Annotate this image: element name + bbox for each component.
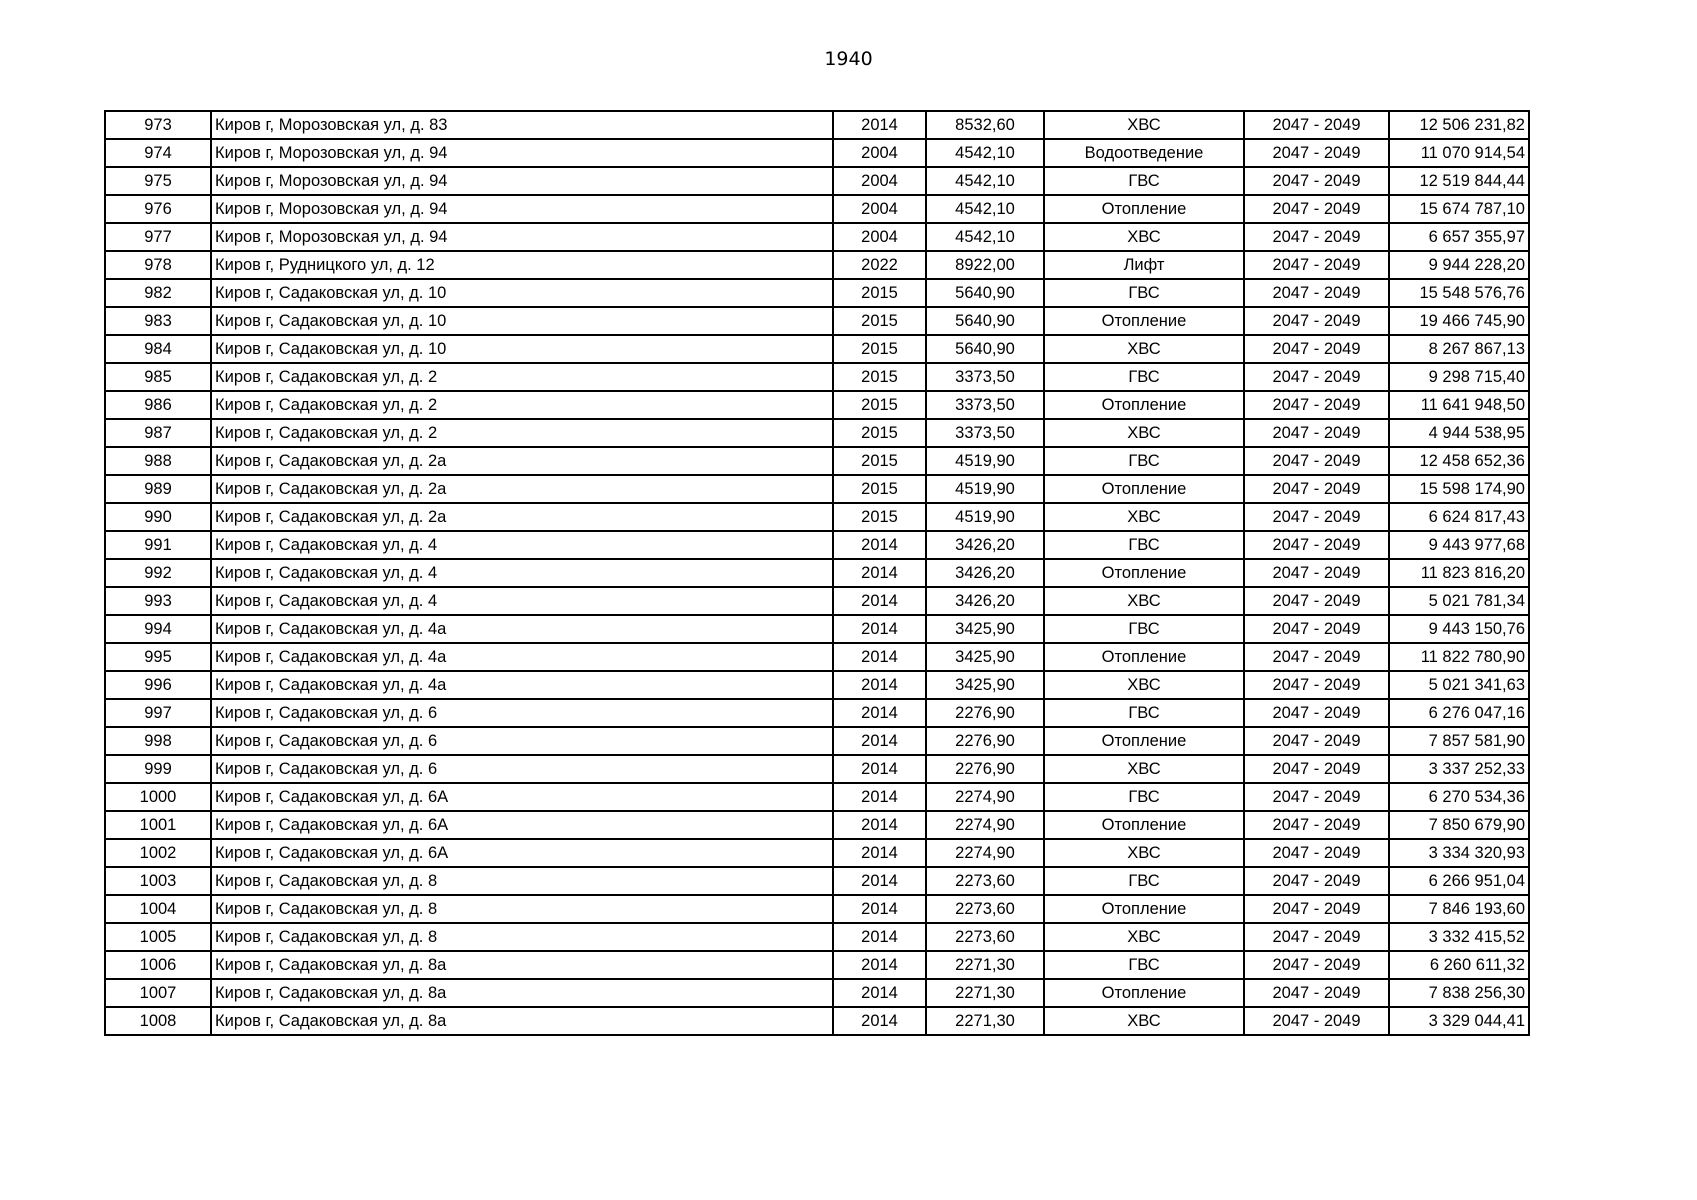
area-cell: 3426,20 [926,559,1044,587]
cost-cell: 15 674 787,10 [1389,195,1529,223]
work-type-cell: ХВС [1044,335,1244,363]
cost-cell: 9 443 150,76 [1389,615,1529,643]
area-cell: 4519,90 [926,447,1044,475]
year-cell: 2004 [833,167,926,195]
table-row [105,531,1529,559]
cost-cell: 5 021 781,34 [1389,587,1529,615]
work-type-cell: ХВС [1044,671,1244,699]
area-cell: 3426,20 [926,587,1044,615]
work-type-cell: ГВС [1044,867,1244,895]
area-cell: 2273,60 [926,923,1044,951]
cost-cell: 6 276 047,16 [1389,699,1529,727]
row-number-cell: 984 [105,335,211,363]
table-row [105,167,1529,195]
work-type-cell: ГВС [1044,167,1244,195]
period-cell: 2047 - 2049 [1244,587,1389,615]
table-row [105,1007,1529,1035]
row-number-cell: 1007 [105,979,211,1007]
cost-cell: 3 332 415,52 [1389,923,1529,951]
row-number-cell: 993 [105,587,211,615]
period-cell: 2047 - 2049 [1244,307,1389,335]
cost-cell: 11 823 816,20 [1389,559,1529,587]
table-row [105,979,1529,1007]
year-cell: 2014 [833,615,926,643]
area-cell: 3425,90 [926,643,1044,671]
row-number-cell: 988 [105,447,211,475]
table-row [105,195,1529,223]
year-cell: 2022 [833,251,926,279]
work-type-cell: Отопление [1044,643,1244,671]
cost-cell: 3 329 044,41 [1389,1007,1529,1035]
table-row [105,895,1529,923]
period-cell: 2047 - 2049 [1244,391,1389,419]
row-number-cell: 1001 [105,811,211,839]
area-cell: 2271,30 [926,979,1044,1007]
cost-cell: 12 458 652,36 [1389,447,1529,475]
table-row [105,335,1529,363]
address-cell: Киров г, Садаковская ул, д. 2а [211,475,833,503]
address-cell: Киров г, Садаковская ул, д. 4 [211,587,833,615]
row-number-cell: 998 [105,727,211,755]
address-cell: Киров г, Морозовская ул, д. 94 [211,223,833,251]
address-cell: Киров г, Садаковская ул, д. 6А [211,839,833,867]
area-cell: 8532,60 [926,111,1044,139]
area-cell: 2271,30 [926,1007,1044,1035]
year-cell: 2015 [833,363,926,391]
cost-cell: 19 466 745,90 [1389,307,1529,335]
work-type-cell: Отопление [1044,475,1244,503]
period-cell: 2047 - 2049 [1244,419,1389,447]
address-cell: Киров г, Садаковская ул, д. 8а [211,979,833,1007]
cost-cell: 5 021 341,63 [1389,671,1529,699]
work-type-cell: ГВС [1044,279,1244,307]
cost-cell: 7 838 256,30 [1389,979,1529,1007]
year-cell: 2014 [833,531,926,559]
work-type-cell: ХВС [1044,111,1244,139]
period-cell: 2047 - 2049 [1244,699,1389,727]
area-cell: 4542,10 [926,167,1044,195]
table-row [105,363,1529,391]
period-cell: 2047 - 2049 [1244,839,1389,867]
area-cell: 2276,90 [926,699,1044,727]
work-type-cell: Отопление [1044,895,1244,923]
year-cell: 2015 [833,335,926,363]
period-cell: 2047 - 2049 [1244,167,1389,195]
table-row [105,251,1529,279]
period-cell: 2047 - 2049 [1244,979,1389,1007]
table-row [105,811,1529,839]
period-cell: 2047 - 2049 [1244,335,1389,363]
year-cell: 2014 [833,811,926,839]
table-row [105,671,1529,699]
period-cell: 2047 - 2049 [1244,671,1389,699]
period-cell: 2047 - 2049 [1244,783,1389,811]
address-cell: Киров г, Рудницкого ул, д. 12 [211,251,833,279]
address-cell: Киров г, Садаковская ул, д. 6 [211,755,833,783]
work-type-cell: ХВС [1044,223,1244,251]
address-cell: Киров г, Садаковская ул, д. 10 [211,279,833,307]
area-cell: 4542,10 [926,223,1044,251]
row-number-cell: 996 [105,671,211,699]
table-row [105,587,1529,615]
period-cell: 2047 - 2049 [1244,727,1389,755]
row-number-cell: 992 [105,559,211,587]
address-cell: Киров г, Садаковская ул, д. 8 [211,923,833,951]
year-cell: 2014 [833,1007,926,1035]
period-cell: 2047 - 2049 [1244,755,1389,783]
period-cell: 2047 - 2049 [1244,223,1389,251]
cost-cell: 15 548 576,76 [1389,279,1529,307]
period-cell: 2047 - 2049 [1244,643,1389,671]
year-cell: 2015 [833,391,926,419]
row-number-cell: 990 [105,503,211,531]
work-type-cell: ГВС [1044,783,1244,811]
table-row [105,307,1529,335]
area-cell: 5640,90 [926,279,1044,307]
year-cell: 2014 [833,923,926,951]
work-type-cell: ГВС [1044,951,1244,979]
year-cell: 2015 [833,307,926,335]
cost-cell: 9 298 715,40 [1389,363,1529,391]
area-cell: 2274,90 [926,783,1044,811]
row-number-cell: 1002 [105,839,211,867]
area-cell: 2274,90 [926,811,1044,839]
period-cell: 2047 - 2049 [1244,923,1389,951]
period-cell: 2047 - 2049 [1244,615,1389,643]
table-row [105,951,1529,979]
year-cell: 2015 [833,447,926,475]
row-number-cell: 973 [105,111,211,139]
address-cell: Киров г, Садаковская ул, д. 4а [211,643,833,671]
address-cell: Киров г, Садаковская ул, д. 6А [211,811,833,839]
work-type-cell: ХВС [1044,923,1244,951]
year-cell: 2014 [833,979,926,1007]
row-number-cell: 989 [105,475,211,503]
cost-cell: 6 266 951,04 [1389,867,1529,895]
work-type-cell: Отопление [1044,811,1244,839]
table-row [105,783,1529,811]
area-cell: 4542,10 [926,139,1044,167]
table-row [105,391,1529,419]
year-cell: 2015 [833,279,926,307]
cost-cell: 9 944 228,20 [1389,251,1529,279]
table-row [105,419,1529,447]
area-cell: 4519,90 [926,475,1044,503]
address-cell: Киров г, Садаковская ул, д. 4 [211,559,833,587]
period-cell: 2047 - 2049 [1244,279,1389,307]
area-cell: 4519,90 [926,503,1044,531]
work-type-cell: Отопление [1044,195,1244,223]
cost-cell: 6 657 355,97 [1389,223,1529,251]
table-row [105,139,1529,167]
work-type-cell: ГВС [1044,363,1244,391]
area-cell: 3373,50 [926,363,1044,391]
year-cell: 2014 [833,643,926,671]
address-cell: Киров г, Садаковская ул, д. 8а [211,1007,833,1035]
period-cell: 2047 - 2049 [1244,363,1389,391]
area-cell: 3425,90 [926,615,1044,643]
address-cell: Киров г, Садаковская ул, д. 8 [211,867,833,895]
cost-cell: 4 944 538,95 [1389,419,1529,447]
repair-schedule-table [104,110,1530,1036]
period-cell: 2047 - 2049 [1244,867,1389,895]
address-cell: Киров г, Садаковская ул, д. 2 [211,391,833,419]
work-type-cell: Водоотведение [1044,139,1244,167]
cost-cell: 12 519 844,44 [1389,167,1529,195]
table-row [105,223,1529,251]
row-number-cell: 1004 [105,895,211,923]
address-cell: Киров г, Садаковская ул, д. 4 [211,531,833,559]
work-type-cell: ХВС [1044,755,1244,783]
period-cell: 2047 - 2049 [1244,811,1389,839]
row-number-cell: 975 [105,167,211,195]
cost-cell: 15 598 174,90 [1389,475,1529,503]
row-number-cell: 1008 [105,1007,211,1035]
area-cell: 5640,90 [926,335,1044,363]
address-cell: Киров г, Садаковская ул, д. 4а [211,615,833,643]
year-cell: 2014 [833,699,926,727]
table-row [105,755,1529,783]
year-cell: 2014 [833,951,926,979]
area-cell: 2273,60 [926,895,1044,923]
table-row [105,503,1529,531]
work-type-cell: ГВС [1044,699,1244,727]
address-cell: Киров г, Садаковская ул, д. 6 [211,699,833,727]
row-number-cell: 976 [105,195,211,223]
work-type-cell: Отопление [1044,307,1244,335]
year-cell: 2015 [833,419,926,447]
cost-cell: 11 641 948,50 [1389,391,1529,419]
row-number-cell: 983 [105,307,211,335]
table-row [105,867,1529,895]
year-cell: 2014 [833,727,926,755]
period-cell: 2047 - 2049 [1244,531,1389,559]
table-row [105,447,1529,475]
address-cell: Киров г, Садаковская ул, д. 4а [211,671,833,699]
row-number-cell: 985 [105,363,211,391]
cost-cell: 7 850 679,90 [1389,811,1529,839]
period-cell: 2047 - 2049 [1244,111,1389,139]
area-cell: 2271,30 [926,951,1044,979]
table-row [105,559,1529,587]
period-cell: 2047 - 2049 [1244,447,1389,475]
year-cell: 2014 [833,559,926,587]
table-row [105,279,1529,307]
row-number-cell: 999 [105,755,211,783]
period-cell: 2047 - 2049 [1244,951,1389,979]
address-cell: Киров г, Садаковская ул, д. 6 [211,727,833,755]
address-cell: Киров г, Морозовская ул, д. 94 [211,167,833,195]
work-type-cell: Отопление [1044,391,1244,419]
table-row [105,615,1529,643]
area-cell: 4542,10 [926,195,1044,223]
period-cell: 2047 - 2049 [1244,559,1389,587]
period-cell: 2047 - 2049 [1244,503,1389,531]
year-cell: 2004 [833,139,926,167]
year-cell: 2014 [833,783,926,811]
work-type-cell: ГВС [1044,615,1244,643]
cost-cell: 11 070 914,54 [1389,139,1529,167]
address-cell: Киров г, Морозовская ул, д. 83 [211,111,833,139]
address-cell: Киров г, Садаковская ул, д. 2 [211,419,833,447]
work-type-cell: ГВС [1044,447,1244,475]
address-cell: Киров г, Садаковская ул, д. 2а [211,503,833,531]
year-cell: 2015 [833,475,926,503]
cost-cell: 6 624 817,43 [1389,503,1529,531]
area-cell: 8922,00 [926,251,1044,279]
area-cell: 2273,60 [926,867,1044,895]
table-row [105,111,1529,139]
row-number-cell: 977 [105,223,211,251]
year-cell: 2004 [833,195,926,223]
area-cell: 3425,90 [926,671,1044,699]
work-type-cell: ГВС [1044,531,1244,559]
year-cell: 2014 [833,111,926,139]
area-cell: 3373,50 [926,419,1044,447]
area-cell: 3373,50 [926,391,1044,419]
year-cell: 2015 [833,503,926,531]
period-cell: 2047 - 2049 [1244,139,1389,167]
table-row [105,727,1529,755]
work-type-cell: Отопление [1044,559,1244,587]
period-cell: 2047 - 2049 [1244,895,1389,923]
row-number-cell: 997 [105,699,211,727]
area-cell: 2276,90 [926,727,1044,755]
area-cell: 2276,90 [926,755,1044,783]
row-number-cell: 1000 [105,783,211,811]
row-number-cell: 1003 [105,867,211,895]
year-cell: 2014 [833,671,926,699]
address-cell: Киров г, Морозовская ул, д. 94 [211,195,833,223]
row-number-cell: 1005 [105,923,211,951]
row-number-cell: 995 [105,643,211,671]
row-number-cell: 1006 [105,951,211,979]
period-cell: 2047 - 2049 [1244,195,1389,223]
row-number-cell: 991 [105,531,211,559]
cost-cell: 3 334 320,93 [1389,839,1529,867]
work-type-cell: ХВС [1044,587,1244,615]
cost-cell: 6 260 611,32 [1389,951,1529,979]
cost-cell: 12 506 231,82 [1389,111,1529,139]
address-cell: Киров г, Садаковская ул, д. 10 [211,335,833,363]
row-number-cell: 994 [105,615,211,643]
period-cell: 2047 - 2049 [1244,251,1389,279]
row-number-cell: 982 [105,279,211,307]
cost-cell: 9 443 977,68 [1389,531,1529,559]
work-type-cell: Отопление [1044,979,1244,1007]
address-cell: Киров г, Садаковская ул, д. 2 [211,363,833,391]
period-cell: 2047 - 2049 [1244,475,1389,503]
cost-cell: 8 267 867,13 [1389,335,1529,363]
row-number-cell: 974 [105,139,211,167]
year-cell: 2014 [833,839,926,867]
table-body [105,111,1529,1035]
cost-cell: 7 846 193,60 [1389,895,1529,923]
work-type-cell: ХВС [1044,503,1244,531]
area-cell: 2274,90 [926,839,1044,867]
cost-cell: 7 857 581,90 [1389,727,1529,755]
work-type-cell: ХВС [1044,839,1244,867]
address-cell: Киров г, Садаковская ул, д. 8 [211,895,833,923]
address-cell: Киров г, Морозовская ул, д. 94 [211,139,833,167]
table-row [105,475,1529,503]
page-number: 1940 [824,48,873,70]
address-cell: Киров г, Садаковская ул, д. 10 [211,307,833,335]
year-cell: 2014 [833,895,926,923]
cost-cell: 11 822 780,90 [1389,643,1529,671]
area-cell: 3426,20 [926,531,1044,559]
row-number-cell: 987 [105,419,211,447]
work-type-cell: ХВС [1044,419,1244,447]
work-type-cell: ХВС [1044,1007,1244,1035]
address-cell: Киров г, Садаковская ул, д. 8а [211,951,833,979]
work-type-cell: Отопление [1044,727,1244,755]
table-row [105,923,1529,951]
table-row [105,643,1529,671]
year-cell: 2014 [833,755,926,783]
row-number-cell: 978 [105,251,211,279]
cost-cell: 6 270 534,36 [1389,783,1529,811]
work-type-cell: Лифт [1044,251,1244,279]
address-cell: Киров г, Садаковская ул, д. 6А [211,783,833,811]
address-cell: Киров г, Садаковская ул, д. 2а [211,447,833,475]
row-number-cell: 986 [105,391,211,419]
year-cell: 2014 [833,867,926,895]
area-cell: 5640,90 [926,307,1044,335]
table-row [105,699,1529,727]
cost-cell: 3 337 252,33 [1389,755,1529,783]
year-cell: 2004 [833,223,926,251]
period-cell: 2047 - 2049 [1244,1007,1389,1035]
year-cell: 2014 [833,587,926,615]
table-row [105,839,1529,867]
